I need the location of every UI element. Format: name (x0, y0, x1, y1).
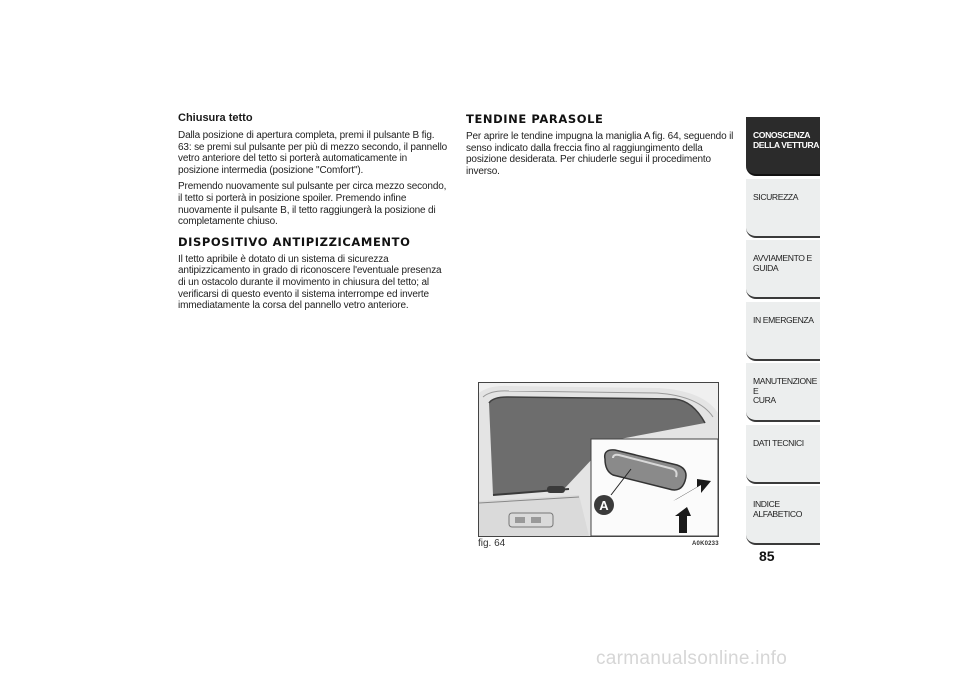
tab-conoscenza-della-vettura[interactable] (746, 117, 820, 176)
sunblind-illustration (479, 383, 718, 536)
paragraph-closing-2: Premendo nuovamente sul pulsante per circa mezzo secondo, il tetto si porterà in posizione spoiler. Premendo infine nuovamente il pulsante B, il tetto raggiungerà la posizione di completamente chiuso. (178, 181, 447, 228)
tab-label: CONOSCENZA DELLA VETTURA (753, 130, 820, 150)
heading-sun-blinds: TENDINE PARASOLE (466, 112, 604, 126)
paragraph-anti-pinch: Il tetto apribile è dotato di un sistema di sicurezza antipizzicamento in grado di riconoscere l'eventuale presenza di un ostacolo durante il movimento in chiusura del tetto; al verificarsi di questo evento il sistema interrompe ed inverte immediatamente la corsa del pannello vetro anteriore. (178, 253, 442, 312)
tab-label: AVVIAMENTO E GUIDA (753, 253, 812, 273)
figure-code: A0K0233 (692, 541, 719, 547)
paragraph-sun-blinds: Per aprire le tendine impugna la maniglia A fig. 64, seguendo il senso indicato dalla freccia fino al raggiungimento della posizione desiderata. Per chiuderle segui il procedimento inverso. (466, 131, 734, 177)
figure-caption: fig. 64 (478, 538, 506, 549)
tab-label: MANUTENZIONE E CURA (753, 376, 817, 405)
watermark: carmanualsonline.info (596, 648, 788, 669)
tab-label: IN EMERGENZA (753, 314, 814, 325)
left-column (178, 112, 450, 317)
tab-manutenzione-e-cura[interactable] (746, 363, 820, 422)
chapter-tabs (746, 117, 820, 548)
tab-sicurezza[interactable] (746, 179, 820, 238)
tab-dati-tecnici[interactable] (746, 425, 820, 484)
callout-a-label: A (599, 498, 609, 513)
page-number: 85 (759, 548, 775, 564)
figure-sunblind-illustration (478, 382, 719, 537)
tab-in-emergenza[interactable] (746, 302, 820, 361)
paragraph-closing-1: Dalla posizione di apertura completa, premi il pulsante B fig. 63: se premi sul pulsante per più di mezzo secondo, il pannello vetro anteriore del tetto si porterà automaticamente in posizione intermedia (posizione "Comfort"). (178, 130, 448, 176)
tab-avviamento-e-guida[interactable] (746, 240, 820, 299)
tab-label: INDICE ALFABETICO (753, 499, 803, 519)
tab-label: DATI TECNICI (753, 437, 804, 448)
heading-anti-pinch: DISPOSITIVO ANTIPIZZICAMENTO (178, 234, 411, 249)
tab-indice-alfabetico[interactable] (746, 486, 820, 545)
tab-label: SICUREZZA (753, 191, 799, 202)
subheading-closing-roof: Chiusura tetto (178, 112, 253, 124)
right-column (466, 112, 742, 182)
